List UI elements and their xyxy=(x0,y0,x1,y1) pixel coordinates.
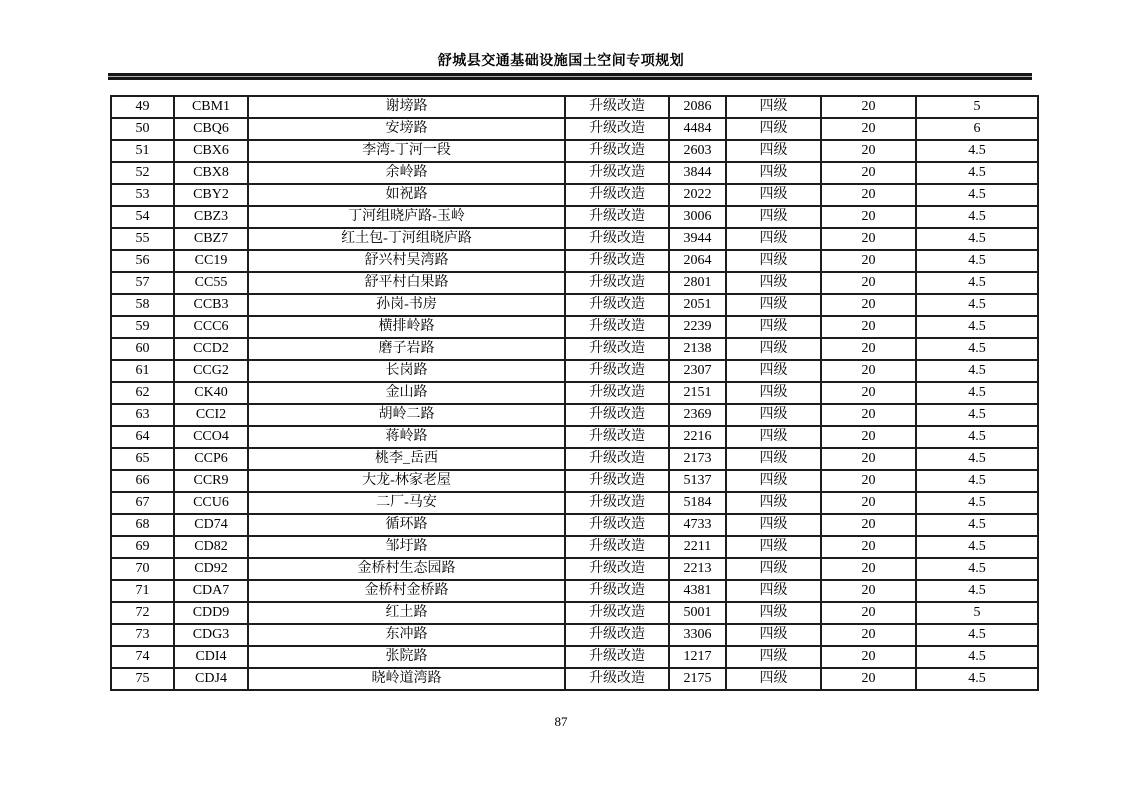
cell-road-grade: 四级 xyxy=(726,140,821,162)
cell-road-width: 4.5 xyxy=(916,140,1038,162)
cell-design-speed: 20 xyxy=(821,448,916,470)
cell-length: 2064 xyxy=(669,250,726,272)
cell-road-name: 金桥村金桥路 xyxy=(248,580,565,602)
cell-road-code: CDJ4 xyxy=(174,668,248,690)
cell-construction-type: 升级改造 xyxy=(565,470,669,492)
cell-design-speed: 20 xyxy=(821,404,916,426)
cell-road-code: CBX6 xyxy=(174,140,248,162)
cell-road-code: CK40 xyxy=(174,382,248,404)
cell-construction-type: 升级改造 xyxy=(565,162,669,184)
cell-sequence-number: 69 xyxy=(111,536,174,558)
cell-road-width: 4.5 xyxy=(916,338,1038,360)
cell-road-code: CCU6 xyxy=(174,492,248,514)
cell-design-speed: 20 xyxy=(821,206,916,228)
cell-road-code: CCG2 xyxy=(174,360,248,382)
cell-construction-type: 升级改造 xyxy=(565,316,669,338)
cell-length: 1217 xyxy=(669,646,726,668)
cell-road-name: 东冲路 xyxy=(248,624,565,646)
cell-length: 3944 xyxy=(669,228,726,250)
table-row xyxy=(111,294,1038,316)
cell-construction-type: 升级改造 xyxy=(565,668,669,690)
table-row xyxy=(111,250,1038,272)
cell-design-speed: 20 xyxy=(821,514,916,536)
cell-road-code: CDI4 xyxy=(174,646,248,668)
cell-road-width: 4.5 xyxy=(916,646,1038,668)
cell-construction-type: 升级改造 xyxy=(565,118,669,140)
cell-road-name: 循环路 xyxy=(248,514,565,536)
cell-road-name: 李湾-丁河一段 xyxy=(248,140,565,162)
table-row xyxy=(111,118,1038,140)
cell-road-code: CD82 xyxy=(174,536,248,558)
cell-road-name: 晓岭道湾路 xyxy=(248,668,565,690)
cell-length: 2175 xyxy=(669,668,726,690)
cell-construction-type: 升级改造 xyxy=(565,426,669,448)
table-row xyxy=(111,382,1038,404)
cell-length: 2603 xyxy=(669,140,726,162)
cell-road-width: 4.5 xyxy=(916,580,1038,602)
table-row xyxy=(111,228,1038,250)
cell-construction-type: 升级改造 xyxy=(565,250,669,272)
cell-road-grade: 四级 xyxy=(726,272,821,294)
cell-construction-type: 升级改造 xyxy=(565,624,669,646)
cell-road-width: 4.5 xyxy=(916,162,1038,184)
cell-sequence-number: 61 xyxy=(111,360,174,382)
cell-construction-type: 升级改造 xyxy=(565,514,669,536)
cell-road-code: CBM1 xyxy=(174,96,248,118)
cell-length: 2022 xyxy=(669,184,726,206)
cell-road-grade: 四级 xyxy=(726,96,821,118)
cell-length: 2239 xyxy=(669,316,726,338)
cell-road-code: CC55 xyxy=(174,272,248,294)
cell-road-name: 桃李_岳西 xyxy=(248,448,565,470)
cell-road-name: 金山路 xyxy=(248,382,565,404)
table-row xyxy=(111,536,1038,558)
cell-road-code: CBX8 xyxy=(174,162,248,184)
cell-sequence-number: 73 xyxy=(111,624,174,646)
cell-sequence-number: 70 xyxy=(111,558,174,580)
cell-road-code: CC19 xyxy=(174,250,248,272)
cell-length: 2216 xyxy=(669,426,726,448)
cell-sequence-number: 49 xyxy=(111,96,174,118)
cell-design-speed: 20 xyxy=(821,228,916,250)
cell-road-width: 4.5 xyxy=(916,184,1038,206)
cell-design-speed: 20 xyxy=(821,96,916,118)
table-row xyxy=(111,206,1038,228)
cell-road-code: CBZ7 xyxy=(174,228,248,250)
cell-road-grade: 四级 xyxy=(726,602,821,624)
cell-design-speed: 20 xyxy=(821,470,916,492)
cell-sequence-number: 72 xyxy=(111,602,174,624)
cell-length: 2151 xyxy=(669,382,726,404)
cell-road-code: CCR9 xyxy=(174,470,248,492)
cell-sequence-number: 58 xyxy=(111,294,174,316)
cell-road-width: 4.5 xyxy=(916,470,1038,492)
cell-length: 2173 xyxy=(669,448,726,470)
table-row xyxy=(111,96,1038,118)
cell-design-speed: 20 xyxy=(821,140,916,162)
cell-design-speed: 20 xyxy=(821,382,916,404)
cell-road-name: 胡岭二路 xyxy=(248,404,565,426)
cell-road-width: 4.5 xyxy=(916,492,1038,514)
cell-design-speed: 20 xyxy=(821,338,916,360)
cell-road-grade: 四级 xyxy=(726,250,821,272)
cell-road-name: 如祝路 xyxy=(248,184,565,206)
cell-sequence-number: 65 xyxy=(111,448,174,470)
cell-road-grade: 四级 xyxy=(726,646,821,668)
document-title: 舒城县交通基础设施国土空间专项规划 xyxy=(437,54,685,69)
cell-construction-type: 升级改造 xyxy=(565,382,669,404)
cell-road-grade: 四级 xyxy=(726,448,821,470)
cell-sequence-number: 50 xyxy=(111,118,174,140)
cell-road-grade: 四级 xyxy=(726,360,821,382)
cell-road-grade: 四级 xyxy=(726,184,821,206)
table-row xyxy=(111,404,1038,426)
cell-design-speed: 20 xyxy=(821,602,916,624)
cell-road-grade: 四级 xyxy=(726,316,821,338)
cell-length: 2086 xyxy=(669,96,726,118)
cell-length: 2138 xyxy=(669,338,726,360)
cell-road-code: CDD9 xyxy=(174,602,248,624)
cell-road-name: 张院路 xyxy=(248,646,565,668)
cell-design-speed: 20 xyxy=(821,492,916,514)
table-row xyxy=(111,580,1038,602)
cell-design-speed: 20 xyxy=(821,250,916,272)
cell-construction-type: 升级改造 xyxy=(565,536,669,558)
cell-road-name: 邹圩路 xyxy=(248,536,565,558)
cell-design-speed: 20 xyxy=(821,162,916,184)
cell-sequence-number: 74 xyxy=(111,646,174,668)
cell-road-width: 4.5 xyxy=(916,624,1038,646)
cell-design-speed: 20 xyxy=(821,580,916,602)
table-row xyxy=(111,470,1038,492)
cell-construction-type: 升级改造 xyxy=(565,360,669,382)
cell-sequence-number: 55 xyxy=(111,228,174,250)
cell-road-code: CCD2 xyxy=(174,338,248,360)
cell-length: 5137 xyxy=(669,470,726,492)
table-row xyxy=(111,646,1038,668)
cell-road-code: CBZ3 xyxy=(174,206,248,228)
cell-road-width: 4.5 xyxy=(916,382,1038,404)
cell-sequence-number: 57 xyxy=(111,272,174,294)
table-row xyxy=(111,316,1038,338)
cell-sequence-number: 66 xyxy=(111,470,174,492)
cell-road-grade: 四级 xyxy=(726,470,821,492)
cell-length: 2307 xyxy=(669,360,726,382)
cell-road-name: 谢塝路 xyxy=(248,96,565,118)
cell-road-name: 二厂-马安 xyxy=(248,492,565,514)
cell-length: 5184 xyxy=(669,492,726,514)
cell-road-grade: 四级 xyxy=(726,228,821,250)
cell-road-code: CCO4 xyxy=(174,426,248,448)
cell-road-grade: 四级 xyxy=(726,668,821,690)
table-row xyxy=(111,602,1038,624)
cell-road-name: 丁河组晓庐路-玉岭 xyxy=(248,206,565,228)
cell-road-name: 金桥村生态园路 xyxy=(248,558,565,580)
cell-sequence-number: 51 xyxy=(111,140,174,162)
table-row xyxy=(111,184,1038,206)
cell-sequence-number: 67 xyxy=(111,492,174,514)
cell-road-code: CBQ6 xyxy=(174,118,248,140)
cell-construction-type: 升级改造 xyxy=(565,228,669,250)
cell-length: 4381 xyxy=(669,580,726,602)
cell-sequence-number: 56 xyxy=(111,250,174,272)
cell-sequence-number: 64 xyxy=(111,426,174,448)
cell-road-width: 4.5 xyxy=(916,206,1038,228)
header-divider xyxy=(108,73,1032,80)
cell-road-grade: 四级 xyxy=(726,206,821,228)
cell-design-speed: 20 xyxy=(821,272,916,294)
cell-road-grade: 四级 xyxy=(726,118,821,140)
table-row xyxy=(111,162,1038,184)
table-row xyxy=(111,426,1038,448)
cell-road-grade: 四级 xyxy=(726,624,821,646)
cell-road-width: 4.5 xyxy=(916,558,1038,580)
cell-road-grade: 四级 xyxy=(726,558,821,580)
cell-road-width: 6 xyxy=(916,118,1038,140)
cell-construction-type: 升级改造 xyxy=(565,206,669,228)
cell-sequence-number: 59 xyxy=(111,316,174,338)
cell-road-code: CD74 xyxy=(174,514,248,536)
cell-sequence-number: 68 xyxy=(111,514,174,536)
table-row xyxy=(111,558,1038,580)
cell-length: 3844 xyxy=(669,162,726,184)
cell-sequence-number: 60 xyxy=(111,338,174,360)
cell-construction-type: 升级改造 xyxy=(565,184,669,206)
cell-length: 4733 xyxy=(669,514,726,536)
cell-road-name: 孙岗-书房 xyxy=(248,294,565,316)
cell-construction-type: 升级改造 xyxy=(565,602,669,624)
cell-road-width: 4.5 xyxy=(916,426,1038,448)
table-row xyxy=(111,492,1038,514)
cell-road-grade: 四级 xyxy=(726,536,821,558)
cell-construction-type: 升级改造 xyxy=(565,646,669,668)
cell-road-name: 横排岭路 xyxy=(248,316,565,338)
cell-length: 5001 xyxy=(669,602,726,624)
cell-design-speed: 20 xyxy=(821,646,916,668)
cell-design-speed: 20 xyxy=(821,668,916,690)
cell-length: 2801 xyxy=(669,272,726,294)
cell-road-code: CCP6 xyxy=(174,448,248,470)
cell-road-name: 安塝路 xyxy=(248,118,565,140)
cell-length: 3306 xyxy=(669,624,726,646)
cell-length: 4484 xyxy=(669,118,726,140)
cell-road-code: CBY2 xyxy=(174,184,248,206)
cell-construction-type: 升级改造 xyxy=(565,580,669,602)
cell-length: 2051 xyxy=(669,294,726,316)
cell-road-grade: 四级 xyxy=(726,514,821,536)
cell-design-speed: 20 xyxy=(821,316,916,338)
cell-road-width: 4.5 xyxy=(916,404,1038,426)
table-row xyxy=(111,514,1038,536)
cell-design-speed: 20 xyxy=(821,536,916,558)
cell-construction-type: 升级改造 xyxy=(565,272,669,294)
cell-construction-type: 升级改造 xyxy=(565,294,669,316)
cell-road-name: 余岭路 xyxy=(248,162,565,184)
cell-sequence-number: 71 xyxy=(111,580,174,602)
cell-road-width: 5 xyxy=(916,96,1038,118)
table-row xyxy=(111,668,1038,690)
cell-design-speed: 20 xyxy=(821,184,916,206)
cell-road-width: 4.5 xyxy=(916,272,1038,294)
cell-road-name: 红土包-丁河组晓庐路 xyxy=(248,228,565,250)
table-row xyxy=(111,272,1038,294)
cell-road-name: 舒兴村吴湾路 xyxy=(248,250,565,272)
cell-road-grade: 四级 xyxy=(726,162,821,184)
cell-road-width: 4.5 xyxy=(916,316,1038,338)
cell-sequence-number: 62 xyxy=(111,382,174,404)
cell-design-speed: 20 xyxy=(821,294,916,316)
cell-length: 2369 xyxy=(669,404,726,426)
cell-road-width: 4.5 xyxy=(916,448,1038,470)
table-row xyxy=(111,140,1038,162)
cell-design-speed: 20 xyxy=(821,118,916,140)
cell-design-speed: 20 xyxy=(821,426,916,448)
cell-sequence-number: 53 xyxy=(111,184,174,206)
cell-road-name: 磨子岩路 xyxy=(248,338,565,360)
cell-road-name: 舒平村白果路 xyxy=(248,272,565,294)
cell-construction-type: 升级改造 xyxy=(565,558,669,580)
cell-road-name: 大龙-林家老屋 xyxy=(248,470,565,492)
cell-road-grade: 四级 xyxy=(726,294,821,316)
cell-sequence-number: 54 xyxy=(111,206,174,228)
cell-length: 2211 xyxy=(669,536,726,558)
cell-road-width: 4.5 xyxy=(916,536,1038,558)
cell-sequence-number: 63 xyxy=(111,404,174,426)
cell-road-grade: 四级 xyxy=(726,338,821,360)
divider-bottom-line xyxy=(108,77,1032,80)
cell-road-width: 4.5 xyxy=(916,668,1038,690)
road-table xyxy=(110,95,1039,691)
cell-road-grade: 四级 xyxy=(726,426,821,448)
cell-road-code: CDG3 xyxy=(174,624,248,646)
cell-road-width: 4.5 xyxy=(916,294,1038,316)
cell-construction-type: 升级改造 xyxy=(565,448,669,470)
cell-road-grade: 四级 xyxy=(726,580,821,602)
cell-road-width: 4.5 xyxy=(916,250,1038,272)
cell-road-code: CCI2 xyxy=(174,404,248,426)
cell-road-code: CD92 xyxy=(174,558,248,580)
cell-road-grade: 四级 xyxy=(726,492,821,514)
cell-road-code: CDA7 xyxy=(174,580,248,602)
cell-road-name: 长岗路 xyxy=(248,360,565,382)
cell-construction-type: 升级改造 xyxy=(565,338,669,360)
cell-length: 3006 xyxy=(669,206,726,228)
cell-construction-type: 升级改造 xyxy=(565,96,669,118)
cell-road-width: 5 xyxy=(916,602,1038,624)
cell-construction-type: 升级改造 xyxy=(565,492,669,514)
table-row xyxy=(111,448,1038,470)
cell-construction-type: 升级改造 xyxy=(565,140,669,162)
cell-design-speed: 20 xyxy=(821,360,916,382)
table-row xyxy=(111,338,1038,360)
cell-sequence-number: 52 xyxy=(111,162,174,184)
cell-road-width: 4.5 xyxy=(916,514,1038,536)
cell-sequence-number: 75 xyxy=(111,668,174,690)
cell-road-code: CCC6 xyxy=(174,316,248,338)
cell-road-grade: 四级 xyxy=(726,404,821,426)
cell-road-name: 红土路 xyxy=(248,602,565,624)
cell-road-grade: 四级 xyxy=(726,382,821,404)
page-number: 87 xyxy=(554,714,568,729)
cell-design-speed: 20 xyxy=(821,558,916,580)
table-row xyxy=(111,624,1038,646)
cell-design-speed: 20 xyxy=(821,624,916,646)
cell-road-code: CCB3 xyxy=(174,294,248,316)
cell-road-width: 4.5 xyxy=(916,228,1038,250)
cell-road-width: 4.5 xyxy=(916,360,1038,382)
table-row xyxy=(111,360,1038,382)
cell-construction-type: 升级改造 xyxy=(565,404,669,426)
cell-road-name: 蒋岭路 xyxy=(248,426,565,448)
cell-length: 2213 xyxy=(669,558,726,580)
